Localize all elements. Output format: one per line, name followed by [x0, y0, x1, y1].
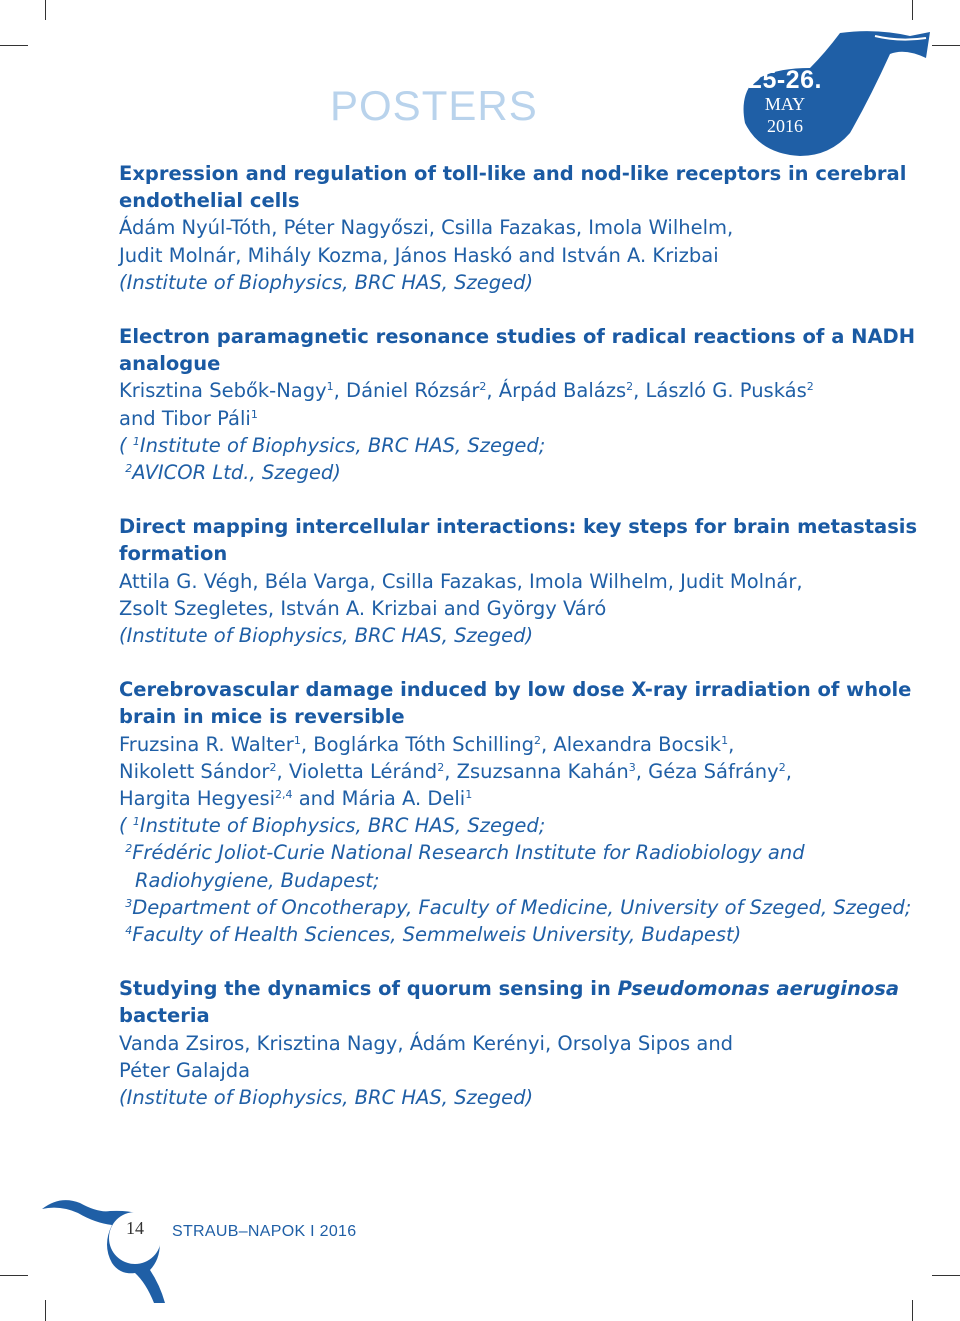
footer-text: STRAUB–NAPOK I 2016 — [172, 1223, 357, 1240]
affiliation-superscript: 4 — [125, 924, 133, 938]
crop-mark — [0, 1275, 28, 1276]
poster-title: Cerebrovascular damage induced by low dose X-ray irradiation of whole — [119, 678, 912, 702]
author-name: Krisztina Sebők-Nagy — [119, 379, 327, 403]
poster-authors: Zsolt Szegletes, István A. Krizbai and György Váró — [119, 596, 607, 620]
affiliation-paren: ( — [119, 814, 127, 838]
poster-authors — [119, 405, 859, 432]
poster-affiliation — [119, 432, 859, 459]
affiliation-text: Department of Oncotherapy, Faculty of Medicine, University of Szeged, Szeged; — [132, 895, 912, 919]
crop-mark — [932, 1275, 960, 1276]
author-superscript: 1 — [465, 788, 473, 802]
species-name: Pseudomonas aeruginosa — [617, 977, 900, 1001]
affiliation-paren: ( — [119, 433, 127, 457]
poster-affiliation: Radiohygiene, Budapest; — [135, 868, 380, 892]
poster-affiliation — [119, 839, 859, 866]
poster-authors — [119, 377, 859, 404]
author-superscript: 2,4 — [275, 788, 293, 802]
poster-title: bacteria — [119, 1004, 210, 1028]
page-title: POSTERS — [330, 82, 538, 129]
affiliation-text: AVICOR Ltd., Szeged) — [132, 461, 341, 485]
poster-entry — [119, 323, 916, 486]
date-month: MAY — [764, 94, 806, 114]
poster-title-text: Studying the dynamics of quorum sensing in — [119, 977, 618, 1001]
affiliation-superscript: 2 — [125, 462, 133, 476]
poster-affiliation — [119, 459, 859, 486]
poster-title: brain in mice is reversible — [119, 705, 405, 729]
author-name: and Tibor Páli — [119, 406, 251, 430]
author-superscript: 2 — [437, 760, 445, 774]
author-superscript: 2 — [806, 380, 814, 394]
author-name: Hargita Hegyesi — [119, 787, 276, 811]
poster-authors: Vanda Zsiros, Krisztina Nagy, Ádám Kerényi, Orsolya Sipos and — [119, 1031, 734, 1055]
author-superscript: 1 — [293, 733, 301, 747]
author-superscript: 2 — [479, 380, 487, 394]
poster-title: endothelial cells — [119, 189, 300, 213]
poster-entry — [119, 160, 907, 296]
author-name: , Géza Sáfrány — [635, 759, 779, 783]
author-superscript: 1 — [326, 380, 334, 394]
poster-entry — [119, 676, 912, 948]
affiliation-superscript: 3 — [125, 896, 133, 910]
author-name: , Árpád Balázs — [486, 379, 627, 403]
affiliation-text: Faculty of Health Sciences, Semmelweis University, Budapest) — [132, 923, 742, 947]
crop-mark — [45, 0, 46, 20]
affiliation-superscript: 1 — [132, 815, 140, 829]
affiliation-text: Institute of Biophysics, BRC HAS, Szeged; — [139, 433, 546, 457]
affiliation-text: Institute of Biophysics, BRC HAS, Szeged; — [139, 814, 546, 838]
poster-entry — [119, 513, 918, 649]
poster-title: Electron paramagnetic resonance studies of radical reactions of a NADH — [119, 325, 916, 349]
author-superscript: 2 — [626, 380, 634, 394]
poster-list — [119, 160, 918, 1138]
author-punct: , — [785, 759, 792, 783]
poster-authors — [119, 785, 859, 812]
author-superscript: 2 — [778, 760, 786, 774]
crop-mark — [932, 45, 960, 46]
author-superscript: 2 — [533, 733, 541, 747]
affiliation-text: Frédéric Joliot-Curie National Research Institute for Radiobiology and — [132, 841, 805, 865]
affiliation-superscript: 2 — [125, 842, 133, 856]
poster-affiliation — [119, 921, 859, 948]
poster-affiliation — [119, 812, 859, 839]
poster-affiliation: (Institute of Biophysics, BRC HAS, Szeged) — [119, 624, 534, 648]
author-name: , Boglárka Tóth Schilling — [300, 732, 534, 756]
author-name: Fruzsina R. Walter — [119, 732, 294, 756]
footer-swirl-logo — [40, 1195, 180, 1305]
poster-authors — [119, 731, 859, 758]
poster-title: formation — [119, 542, 228, 566]
crop-mark — [912, 1300, 913, 1321]
date-year: 2016 — [767, 116, 803, 136]
poster-authors: Ádám Nyúl-Tóth, Péter Nagyőszi, Csilla Fazakas, Imola Wilhelm, — [119, 216, 734, 240]
poster-authors: Judit Molnár, Mihály Kozma, János Haskó and István A. Krizbai — [119, 243, 719, 267]
author-name: , Zsuzsanna Kahán — [444, 759, 629, 783]
author-superscript: 1 — [250, 407, 258, 421]
affiliation-superscript: 1 — [132, 434, 140, 448]
poster-affiliation — [119, 894, 912, 921]
poster-title: Direct mapping intercellular interactions: key steps for brain metastasis — [119, 515, 918, 539]
poster-title: analogue — [119, 352, 221, 376]
poster-authors: Attila G. Végh, Béla Varga, Csilla Fazakas, Imola Wilhelm, Judit Molnár, — [119, 569, 803, 593]
poster-affiliation: (Institute of Biophysics, BRC HAS, Szeged) — [119, 270, 534, 294]
author-name: , László G. Puskás — [633, 379, 807, 403]
author-superscript: 3 — [628, 760, 636, 774]
poster-title: Expression and regulation of toll-like and nod-like receptors in cerebral — [119, 162, 907, 185]
poster-title — [119, 975, 900, 1002]
author-name: , Violetta Léránd — [276, 759, 438, 783]
author-superscript: 2 — [269, 760, 277, 774]
poster-authors — [119, 758, 859, 785]
author-name: Nikolett Sándor — [119, 759, 270, 783]
date-days: 25-26. — [748, 66, 822, 94]
poster-authors: Péter Galajda — [119, 1058, 251, 1082]
page-number: 14 — [126, 1218, 144, 1238]
author-name: and Mária A. Deli — [292, 787, 466, 811]
poster-entry — [119, 975, 900, 1111]
author-name: , Dániel Rózsár — [333, 379, 480, 403]
author-superscript: 1 — [721, 733, 729, 747]
author-punct: , — [728, 732, 735, 756]
crop-mark — [0, 45, 28, 46]
author-name: , Alexandra Bocsik — [540, 732, 722, 756]
poster-affiliation: (Institute of Biophysics, BRC HAS, Szeged) — [119, 1086, 534, 1110]
crop-mark — [912, 0, 913, 20]
